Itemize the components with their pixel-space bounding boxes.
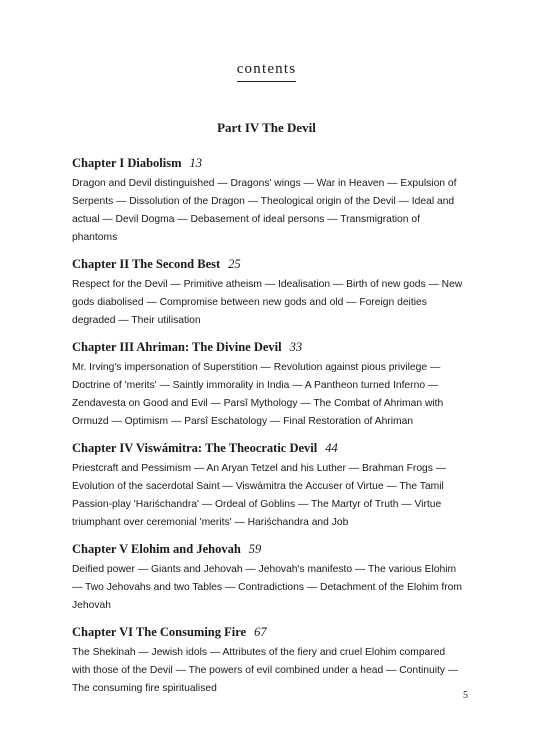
contents-heading-text: contents <box>237 60 297 82</box>
chapter-title: Chapter III Ahriman: The Divine Devil <box>72 340 282 354</box>
chapter-entry <box>72 338 464 431</box>
chapter-entry <box>72 540 464 615</box>
chapter-entry <box>72 255 464 330</box>
chapter-list <box>72 154 464 706</box>
chapter-page-number: 33 <box>289 340 303 354</box>
chapter-heading <box>72 154 464 172</box>
chapter-synopsis: Mr. Irving's impersonation of Superstition — Revolution against pious privilege — Doctrine of 'merits' — Saintly immorality in India — A Pantheon turned Inferno — Zendavesta on Good and Evil — Parsî Mythology — The Combat of Ahriman with Ormuzd — Optimism — Parsî Eschatology — Final Restoration of Ahriman <box>72 362 444 427</box>
chapter-heading <box>72 623 464 641</box>
chapter-title: Chapter II The Second Best <box>72 257 221 271</box>
chapter-page-number: 59 <box>248 542 262 556</box>
part-title: Part IV The Devil <box>217 120 316 135</box>
contents-heading <box>0 60 533 82</box>
chapter-heading <box>72 439 464 457</box>
chapter-page-number: 25 <box>228 257 241 271</box>
chapter-synopsis: Dragon and Devil distinguished — Dragons' wings — War in Heaven — Expulsion of Serpents — Dissolution of the Dragon — Theological origin of the Devil — Ideal and actual — Devil Dogma — Debasement of ideal persons — Transmigration of phantoms <box>72 178 457 243</box>
chapter-title: Chapter I Diabolism <box>72 156 182 170</box>
folio-page-number: 5 <box>463 690 468 701</box>
chapter-title: Chapter IV Viswámitra: The Theocratic Devil <box>72 441 318 455</box>
chapter-synopsis: The Shekinah — Jewish idols — Attributes of the fiery and cruel Elohim compared with those of the Devil — The powers of evil combined under a head — Continuity — The consuming fire spiritualised <box>72 647 459 694</box>
chapter-heading <box>72 338 464 356</box>
chapter-entry <box>72 623 464 698</box>
chapter-synopsis: Deified power — Giants and Jehovah — Jehovah's manifesto — The various Elohim — Two Jehovahs and two Tables — Contradictions — Detachment of the Elohim from Jehovah <box>72 564 462 611</box>
chapter-page-number: 67 <box>254 625 267 639</box>
chapter-entry <box>72 154 464 247</box>
chapter-entry <box>72 439 464 532</box>
chapter-heading <box>72 255 464 273</box>
chapter-page-number: 13 <box>189 156 203 170</box>
chapter-heading <box>72 540 464 558</box>
chapter-synopsis: Priestcraft and Pessimism — An Aryan Tetzel and his Luther — Brahman Frogs — Evolution of the sacerdotal Saint — Viswámitra the Accuser of Virtue — The Tamil Passion-play 'Hariśchandra' — Ordeal of Goblins — The Martyr of Truth — Virtue triumphant over ceremonial 'merits' — Hariśchandra and Job <box>72 463 447 528</box>
chapter-title: Chapter VI The Consuming Fire <box>72 625 247 639</box>
chapter-page-number: 44 <box>325 441 338 455</box>
chapter-title: Chapter V Elohim and Jehovah <box>72 542 241 556</box>
chapter-synopsis: Respect for the Devil — Primitive atheism — Idealisation — Birth of new gods — New gods diabolised — Compromise between new gods and old — Foreign deities degraded — Their utilisation <box>72 279 463 326</box>
